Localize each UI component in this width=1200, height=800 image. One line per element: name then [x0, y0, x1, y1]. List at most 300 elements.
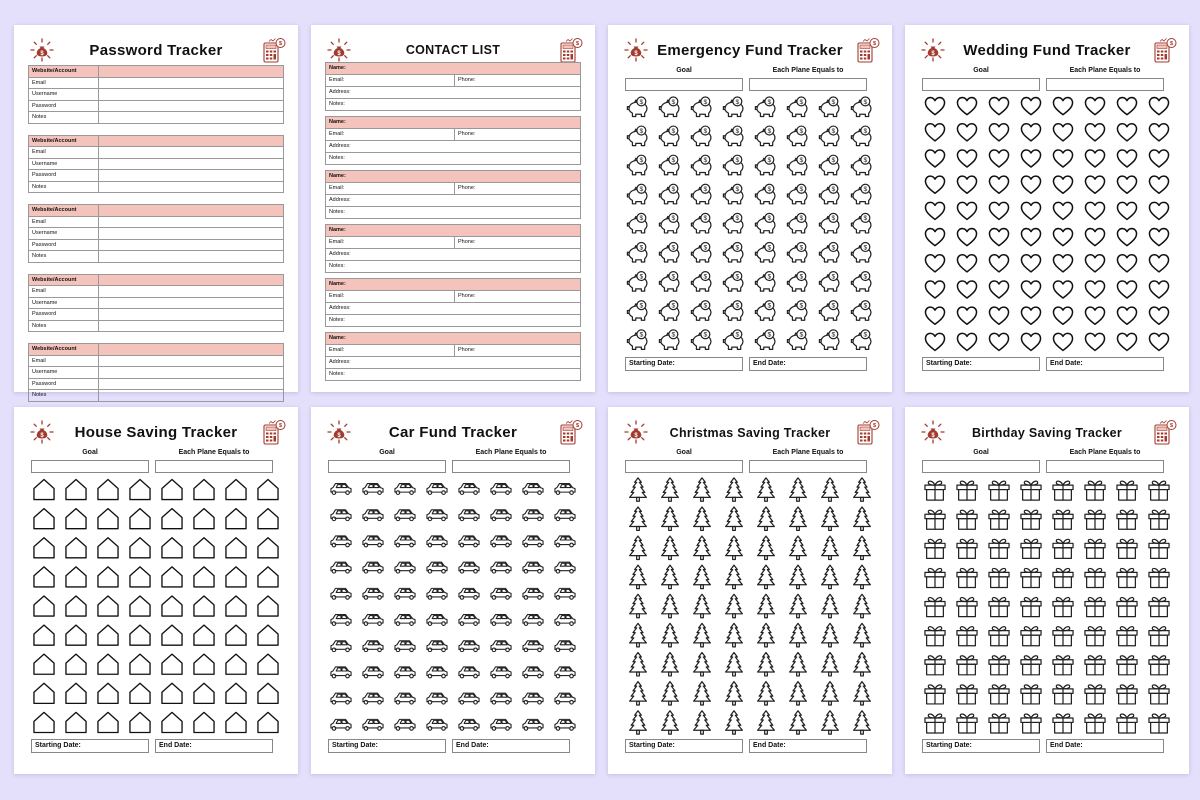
heart-icon[interactable]	[1149, 307, 1168, 324]
piggy-bank-icon[interactable]	[723, 272, 743, 292]
heart-icon[interactable]	[989, 176, 1008, 193]
heart-icon[interactable]	[957, 150, 976, 167]
heart-icon[interactable]	[1053, 176, 1072, 193]
phone-label[interactable]: Phone:	[458, 185, 476, 191]
christmas-tree-icon[interactable]	[630, 623, 647, 646]
car-icon[interactable]	[363, 536, 383, 547]
house-icon[interactable]	[34, 480, 54, 500]
gift-icon[interactable]	[1149, 714, 1169, 733]
gift-icon[interactable]	[1053, 656, 1073, 675]
piggy-bank-icon[interactable]	[691, 243, 711, 263]
heart-icon[interactable]	[1085, 176, 1104, 193]
gift-icon[interactable]	[989, 539, 1009, 558]
car-icon[interactable]	[459, 562, 479, 573]
piggy-bank-icon[interactable]	[755, 330, 775, 350]
gift-icon[interactable]	[1021, 714, 1041, 733]
christmas-tree-icon[interactable]	[694, 653, 711, 676]
car-icon[interactable]	[363, 719, 383, 730]
email-label[interactable]: Email:	[326, 237, 455, 248]
end-date-field[interactable]: End Date:	[155, 739, 273, 753]
gift-icon[interactable]	[1149, 685, 1169, 704]
piggy-bank-icon[interactable]	[787, 126, 807, 146]
house-icon[interactable]	[258, 538, 278, 558]
heart-icon[interactable]	[1085, 281, 1104, 298]
house-icon[interactable]	[34, 683, 54, 703]
piggy-bank-icon[interactable]	[851, 97, 871, 117]
gift-icon[interactable]	[925, 568, 945, 587]
gift-icon[interactable]	[989, 656, 1009, 675]
christmas-tree-icon[interactable]	[854, 623, 871, 646]
heart-icon[interactable]	[925, 202, 944, 219]
christmas-tree-icon[interactable]	[822, 682, 839, 705]
house-icon[interactable]	[130, 509, 150, 529]
gift-icon[interactable]	[989, 481, 1009, 500]
starting-date-field[interactable]: Starting Date:	[31, 739, 149, 753]
heart-icon[interactable]	[1117, 333, 1136, 350]
christmas-tree-icon[interactable]	[822, 653, 839, 676]
gift-icon[interactable]	[989, 685, 1009, 704]
heart-icon[interactable]	[1021, 307, 1040, 324]
car-icon[interactable]	[363, 562, 383, 573]
heart-icon[interactable]	[925, 229, 944, 246]
car-icon[interactable]	[331, 484, 351, 495]
house-icon[interactable]	[130, 480, 150, 500]
heart-icon[interactable]	[1085, 333, 1104, 350]
piggy-bank-icon[interactable]	[691, 126, 711, 146]
gift-icon[interactable]	[925, 539, 945, 558]
heart-icon[interactable]	[925, 176, 944, 193]
piggy-bank-icon[interactable]	[659, 301, 679, 321]
house-icon[interactable]	[66, 538, 86, 558]
piggy-bank-icon[interactable]	[691, 213, 711, 233]
car-icon[interactable]	[523, 536, 543, 547]
house-icon[interactable]	[34, 712, 54, 732]
piggy-bank-icon[interactable]	[723, 126, 743, 146]
heart-icon[interactable]	[957, 229, 976, 246]
house-icon[interactable]	[34, 596, 54, 616]
christmas-tree-icon[interactable]	[726, 594, 743, 617]
address-row[interactable]	[325, 141, 581, 153]
piggy-bank-icon[interactable]	[755, 155, 775, 175]
heart-icon[interactable]	[1085, 202, 1104, 219]
christmas-tree-icon[interactable]	[822, 478, 839, 501]
christmas-tree-icon[interactable]	[630, 711, 647, 734]
gift-icon[interactable]	[989, 598, 1009, 617]
heart-icon[interactable]	[989, 307, 1008, 324]
christmas-tree-icon[interactable]	[630, 536, 647, 559]
email-label[interactable]: Email:	[326, 345, 455, 356]
notes-row[interactable]	[325, 315, 581, 327]
end-date-field[interactable]: End Date:	[1046, 357, 1164, 371]
piggy-bank-icon[interactable]	[627, 243, 647, 263]
gift-icon[interactable]	[957, 627, 977, 646]
christmas-tree-icon[interactable]	[630, 507, 647, 530]
car-icon[interactable]	[331, 719, 351, 730]
christmas-tree-icon[interactable]	[790, 594, 807, 617]
car-icon[interactable]	[459, 536, 479, 547]
heart-icon[interactable]	[1021, 98, 1040, 115]
heart-icon[interactable]	[1085, 229, 1104, 246]
field-value[interactable]	[99, 379, 283, 390]
christmas-tree-icon[interactable]	[726, 653, 743, 676]
christmas-tree-icon[interactable]	[726, 682, 743, 705]
gift-icon[interactable]	[957, 656, 977, 675]
name-row[interactable]	[325, 170, 581, 183]
house-icon[interactable]	[162, 654, 182, 674]
christmas-tree-icon[interactable]	[758, 623, 775, 646]
car-icon[interactable]	[363, 484, 383, 495]
house-icon[interactable]	[162, 567, 182, 587]
christmas-tree-icon[interactable]	[726, 623, 743, 646]
house-icon[interactable]	[98, 654, 118, 674]
christmas-tree-icon[interactable]	[854, 507, 871, 530]
heart-icon[interactable]	[989, 98, 1008, 115]
gift-icon[interactable]	[1021, 656, 1041, 675]
gift-icon[interactable]	[957, 568, 977, 587]
car-icon[interactable]	[459, 484, 479, 495]
heart-icon[interactable]	[1117, 281, 1136, 298]
piggy-bank-icon[interactable]	[787, 301, 807, 321]
piggy-bank-icon[interactable]	[787, 155, 807, 175]
house-icon[interactable]	[194, 712, 214, 732]
house-icon[interactable]	[226, 625, 246, 645]
piggy-bank-icon[interactable]	[627, 97, 647, 117]
house-icon[interactable]	[34, 654, 54, 674]
piggy-bank-icon[interactable]	[723, 97, 743, 117]
car-icon[interactable]	[523, 484, 543, 495]
car-icon[interactable]	[555, 562, 575, 573]
notes-row[interactable]	[325, 153, 581, 165]
car-icon[interactable]	[395, 719, 415, 730]
gift-icon[interactable]	[1053, 539, 1073, 558]
house-icon[interactable]	[66, 712, 86, 732]
car-icon[interactable]	[491, 536, 511, 547]
house-icon[interactable]	[98, 712, 118, 732]
gift-icon[interactable]	[1021, 481, 1041, 500]
house-icon[interactable]	[194, 509, 214, 529]
house-icon[interactable]	[162, 683, 182, 703]
field-value[interactable]	[99, 275, 283, 286]
christmas-tree-icon[interactable]	[694, 507, 711, 530]
heart-icon[interactable]	[1117, 202, 1136, 219]
car-icon[interactable]	[555, 641, 575, 652]
christmas-tree-icon[interactable]	[694, 478, 711, 501]
piggy-bank-icon[interactable]	[723, 301, 743, 321]
christmas-tree-icon[interactable]	[758, 478, 775, 501]
piggy-bank-icon[interactable]	[659, 243, 679, 263]
car-icon[interactable]	[523, 588, 543, 599]
field-value[interactable]	[99, 147, 283, 158]
gift-icon[interactable]	[1117, 598, 1137, 617]
heart-icon[interactable]	[989, 124, 1008, 141]
starting-date-field[interactable]: Starting Date:	[922, 357, 1040, 371]
heart-icon[interactable]	[1085, 150, 1104, 167]
piggy-bank-icon[interactable]	[627, 184, 647, 204]
gift-icon[interactable]	[1053, 714, 1073, 733]
heart-icon[interactable]	[1021, 281, 1040, 298]
car-icon[interactable]	[491, 667, 511, 678]
christmas-tree-icon[interactable]	[694, 594, 711, 617]
christmas-tree-icon[interactable]	[694, 565, 711, 588]
field-value[interactable]	[99, 217, 283, 228]
address-row[interactable]	[325, 195, 581, 207]
heart-icon[interactable]	[1021, 333, 1040, 350]
piggy-bank-icon[interactable]	[851, 184, 871, 204]
field-value[interactable]	[99, 112, 283, 123]
car-icon[interactable]	[523, 667, 543, 678]
gift-icon[interactable]	[989, 510, 1009, 529]
gift-icon[interactable]	[989, 627, 1009, 646]
car-icon[interactable]	[427, 536, 447, 547]
gift-icon[interactable]	[1149, 656, 1169, 675]
car-icon[interactable]	[555, 667, 575, 678]
car-icon[interactable]	[459, 641, 479, 652]
piggy-bank-icon[interactable]	[659, 126, 679, 146]
gift-icon[interactable]	[1021, 685, 1041, 704]
house-icon[interactable]	[162, 712, 182, 732]
starting-date-field[interactable]: Starting Date:	[922, 739, 1040, 753]
christmas-tree-icon[interactable]	[662, 653, 679, 676]
field-value[interactable]	[99, 251, 283, 262]
car-icon[interactable]	[459, 588, 479, 599]
car-icon[interactable]	[427, 693, 447, 704]
house-icon[interactable]	[194, 625, 214, 645]
christmas-tree-icon[interactable]	[694, 711, 711, 734]
car-icon[interactable]	[331, 693, 351, 704]
house-icon[interactable]	[130, 596, 150, 616]
christmas-tree-icon[interactable]	[662, 536, 679, 559]
piggy-bank-icon[interactable]	[627, 272, 647, 292]
end-date-field[interactable]: End Date:	[749, 357, 867, 371]
heart-icon[interactable]	[925, 98, 944, 115]
house-icon[interactable]	[130, 712, 150, 732]
gift-icon[interactable]	[957, 481, 977, 500]
phone-label[interactable]: Phone:	[458, 131, 476, 137]
piggy-bank-icon[interactable]	[787, 97, 807, 117]
heart-icon[interactable]	[957, 98, 976, 115]
christmas-tree-icon[interactable]	[854, 536, 871, 559]
gift-icon[interactable]	[957, 539, 977, 558]
piggy-bank-icon[interactable]	[755, 301, 775, 321]
house-icon[interactable]	[34, 567, 54, 587]
email-label[interactable]: Email:	[326, 129, 455, 140]
heart-icon[interactable]	[1117, 255, 1136, 272]
car-icon[interactable]	[491, 484, 511, 495]
car-icon[interactable]	[523, 693, 543, 704]
christmas-tree-icon[interactable]	[726, 711, 743, 734]
car-icon[interactable]	[491, 588, 511, 599]
piggy-bank-icon[interactable]	[819, 330, 839, 350]
car-icon[interactable]	[459, 615, 479, 626]
goal-input[interactable]	[922, 78, 1040, 91]
christmas-tree-icon[interactable]	[758, 507, 775, 530]
car-icon[interactable]	[427, 484, 447, 495]
piggy-bank-icon[interactable]	[787, 213, 807, 233]
car-icon[interactable]	[363, 588, 383, 599]
car-icon[interactable]	[523, 562, 543, 573]
gift-icon[interactable]	[1053, 598, 1073, 617]
car-icon[interactable]	[331, 615, 351, 626]
car-icon[interactable]	[459, 693, 479, 704]
christmas-tree-icon[interactable]	[694, 623, 711, 646]
christmas-tree-icon[interactable]	[822, 711, 839, 734]
gift-icon[interactable]	[1085, 627, 1105, 646]
heart-icon[interactable]	[1149, 255, 1168, 272]
end-date-field[interactable]: End Date:	[452, 739, 570, 753]
gift-icon[interactable]	[1085, 714, 1105, 733]
car-icon[interactable]	[491, 641, 511, 652]
house-icon[interactable]	[226, 509, 246, 529]
house-icon[interactable]	[258, 654, 278, 674]
christmas-tree-icon[interactable]	[854, 594, 871, 617]
car-icon[interactable]	[395, 641, 415, 652]
gift-icon[interactable]	[1085, 568, 1105, 587]
car-icon[interactable]	[395, 693, 415, 704]
car-icon[interactable]	[331, 641, 351, 652]
car-icon[interactable]	[491, 562, 511, 573]
gift-icon[interactable]	[1117, 685, 1137, 704]
email-label[interactable]: Email:	[326, 291, 455, 302]
heart-icon[interactable]	[925, 333, 944, 350]
goal-input[interactable]	[625, 78, 743, 91]
christmas-tree-icon[interactable]	[854, 711, 871, 734]
heart-icon[interactable]	[989, 281, 1008, 298]
car-icon[interactable]	[363, 641, 383, 652]
heart-icon[interactable]	[1149, 150, 1168, 167]
piggy-bank-icon[interactable]	[755, 126, 775, 146]
piggy-bank-icon[interactable]	[787, 243, 807, 263]
car-icon[interactable]	[427, 667, 447, 678]
address-row[interactable]	[325, 303, 581, 315]
car-icon[interactable]	[395, 536, 415, 547]
gift-icon[interactable]	[1085, 685, 1105, 704]
field-value[interactable]	[99, 101, 283, 112]
house-icon[interactable]	[98, 683, 118, 703]
gift-icon[interactable]	[1085, 481, 1105, 500]
christmas-tree-icon[interactable]	[822, 536, 839, 559]
heart-icon[interactable]	[1053, 307, 1072, 324]
christmas-tree-icon[interactable]	[662, 623, 679, 646]
field-value[interactable]	[99, 170, 283, 181]
christmas-tree-icon[interactable]	[790, 653, 807, 676]
piggy-bank-icon[interactable]	[851, 272, 871, 292]
piggy-bank-icon[interactable]	[627, 301, 647, 321]
house-icon[interactable]	[194, 683, 214, 703]
christmas-tree-icon[interactable]	[822, 623, 839, 646]
house-icon[interactable]	[194, 538, 214, 558]
heart-icon[interactable]	[1021, 202, 1040, 219]
heart-icon[interactable]	[1149, 124, 1168, 141]
car-icon[interactable]	[331, 536, 351, 547]
piggy-bank-icon[interactable]	[659, 97, 679, 117]
gift-icon[interactable]	[925, 685, 945, 704]
car-icon[interactable]	[491, 510, 511, 521]
heart-icon[interactable]	[989, 229, 1008, 246]
house-icon[interactable]	[130, 625, 150, 645]
christmas-tree-icon[interactable]	[662, 478, 679, 501]
gift-icon[interactable]	[1117, 481, 1137, 500]
gift-icon[interactable]	[957, 510, 977, 529]
house-icon[interactable]	[226, 538, 246, 558]
each-plane-input[interactable]	[1046, 460, 1164, 473]
christmas-tree-icon[interactable]	[790, 536, 807, 559]
christmas-tree-icon[interactable]	[854, 682, 871, 705]
house-icon[interactable]	[98, 596, 118, 616]
car-icon[interactable]	[555, 719, 575, 730]
gift-icon[interactable]	[1021, 627, 1041, 646]
piggy-bank-icon[interactable]	[787, 272, 807, 292]
car-icon[interactable]	[427, 562, 447, 573]
heart-icon[interactable]	[1053, 333, 1072, 350]
house-icon[interactable]	[34, 509, 54, 529]
piggy-bank-icon[interactable]	[819, 184, 839, 204]
goal-input[interactable]	[922, 460, 1040, 473]
gift-icon[interactable]	[1021, 510, 1041, 529]
house-icon[interactable]	[258, 625, 278, 645]
phone-label[interactable]: Phone:	[458, 77, 476, 83]
piggy-bank-icon[interactable]	[723, 213, 743, 233]
house-icon[interactable]	[98, 480, 118, 500]
car-icon[interactable]	[331, 510, 351, 521]
christmas-tree-icon[interactable]	[822, 594, 839, 617]
address-row[interactable]	[325, 249, 581, 261]
house-icon[interactable]	[226, 712, 246, 732]
house-icon[interactable]	[34, 538, 54, 558]
christmas-tree-icon[interactable]	[758, 594, 775, 617]
name-row[interactable]	[325, 332, 581, 345]
christmas-tree-icon[interactable]	[726, 536, 743, 559]
piggy-bank-icon[interactable]	[819, 272, 839, 292]
house-icon[interactable]	[66, 509, 86, 529]
car-icon[interactable]	[555, 510, 575, 521]
christmas-tree-icon[interactable]	[726, 507, 743, 530]
house-icon[interactable]	[130, 567, 150, 587]
heart-icon[interactable]	[1149, 176, 1168, 193]
piggy-bank-icon[interactable]	[755, 97, 775, 117]
gift-icon[interactable]	[1117, 714, 1137, 733]
heart-icon[interactable]	[925, 150, 944, 167]
field-value[interactable]	[99, 228, 283, 239]
heart-icon[interactable]	[1117, 150, 1136, 167]
piggy-bank-icon[interactable]	[627, 155, 647, 175]
gift-icon[interactable]	[1149, 568, 1169, 587]
piggy-bank-icon[interactable]	[723, 243, 743, 263]
heart-icon[interactable]	[1149, 281, 1168, 298]
christmas-tree-icon[interactable]	[854, 653, 871, 676]
house-icon[interactable]	[162, 625, 182, 645]
heart-icon[interactable]	[925, 307, 944, 324]
heart-icon[interactable]	[1021, 176, 1040, 193]
gift-icon[interactable]	[1117, 568, 1137, 587]
each-plane-input[interactable]	[749, 78, 867, 91]
heart-icon[interactable]	[1085, 124, 1104, 141]
piggy-bank-icon[interactable]	[691, 97, 711, 117]
name-row[interactable]	[325, 224, 581, 237]
car-icon[interactable]	[395, 484, 415, 495]
car-icon[interactable]	[427, 510, 447, 521]
goal-input[interactable]	[328, 460, 446, 473]
gift-icon[interactable]	[957, 714, 977, 733]
heart-icon[interactable]	[957, 202, 976, 219]
field-value[interactable]	[99, 205, 283, 216]
piggy-bank-icon[interactable]	[723, 184, 743, 204]
christmas-tree-icon[interactable]	[790, 478, 807, 501]
house-icon[interactable]	[130, 683, 150, 703]
car-icon[interactable]	[395, 510, 415, 521]
heart-icon[interactable]	[957, 333, 976, 350]
each-plane-input[interactable]	[452, 460, 570, 473]
starting-date-field[interactable]: Starting Date:	[328, 739, 446, 753]
